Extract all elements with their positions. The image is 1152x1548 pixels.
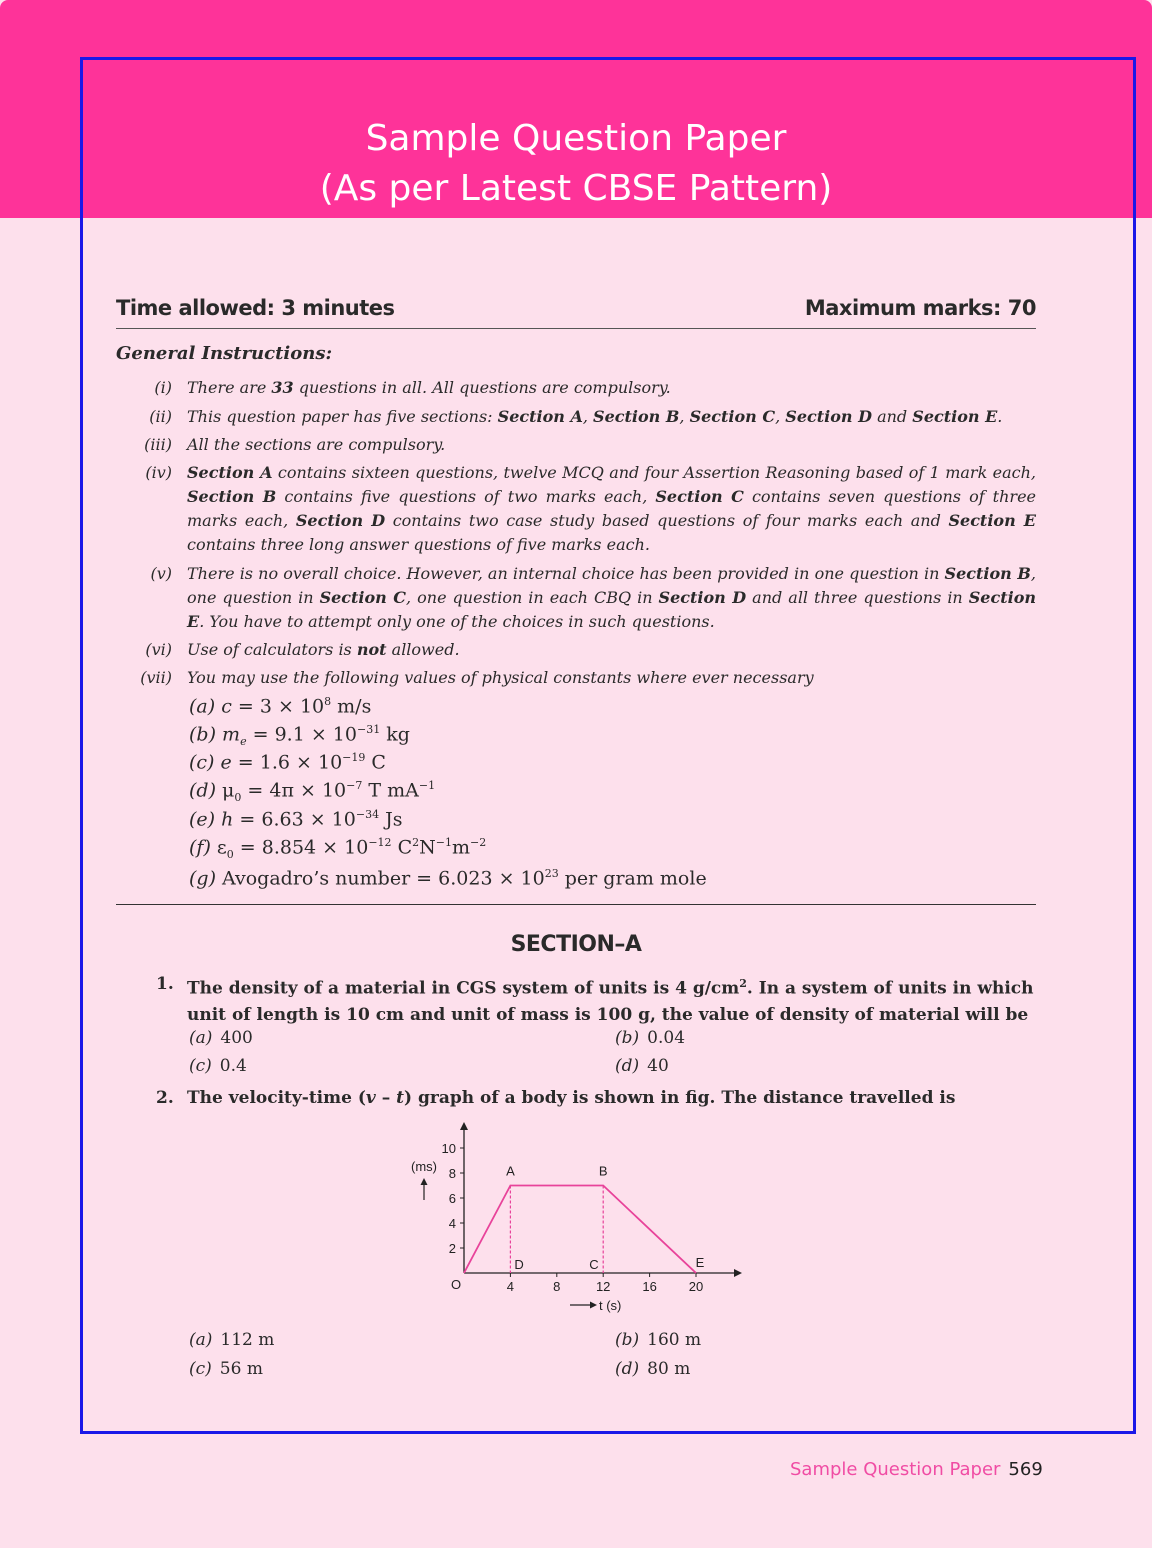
paper-title <box>0 114 1152 214</box>
point-label: B <box>598 1163 608 1179</box>
instruction-number: (v) <box>150 564 172 583</box>
constant-item: (d) $\mu_0 = 4\pi \times 10^{-7}$ T $mA^{-1}$ <box>189 779 436 805</box>
q2-option-b[interactable] <box>615 1330 701 1350</box>
exam-meta <box>116 296 1036 329</box>
option-label: (d) <box>615 1359 640 1379</box>
question-text: The velocity-time (v – t) graph of a body is shown in fig. The distance travelled is <box>187 1088 956 1108</box>
option-value: 0.4 <box>219 1056 247 1076</box>
option-value: 80 m <box>647 1359 691 1379</box>
time-allowed: Time allowed: 3 minutes <box>116 296 395 320</box>
option-label: (b) <box>615 1028 640 1048</box>
instruction-text: You may use the following values of physical constants where ever necessary <box>187 668 814 687</box>
instructions-heading: General Instructions: <box>116 343 333 364</box>
instruction-text: Use of calculators is not allowed. <box>187 640 460 659</box>
foot-label: C <box>589 1257 599 1272</box>
instruction-text: Section A contains sixteen questions, twelve MCQ and four Assertion Reasoning based of 1 mark each, Section B contains five questions of two marks each, Section C contains seven questions of three marks each, Section D contains two case study based questions of four marks each and Section E contains three long answer questions of five marks each. <box>187 463 1037 554</box>
q2-option-a[interactable] <box>189 1330 274 1350</box>
option-label: (a) <box>189 1330 213 1350</box>
option-value: 0.04 <box>647 1028 686 1048</box>
maximum-marks: Maximum marks: 70 <box>804 296 1036 320</box>
instruction-text: There is no overall choice. However, an internal choice has been provided in one question in Section B, one question in Section C, one question in each CBQ in Section D and all three questions in Section E. You have to attempt only one of the choices in such questions. <box>187 564 1036 631</box>
origin-label: O <box>450 1277 462 1292</box>
instruction-number: (vii) <box>140 668 172 687</box>
instruction-text: There are 33 questions in all. All questions are compulsory. <box>187 378 671 397</box>
y-axis-arrow <box>460 1122 468 1130</box>
y-label-arrowhead <box>421 1178 428 1185</box>
instruction-number: (iv) <box>145 463 172 482</box>
option-label: (d) <box>615 1056 640 1076</box>
velocity-time-graph <box>400 1118 760 1318</box>
page-footer <box>790 1459 1043 1480</box>
option-value: 112 m <box>220 1330 275 1350</box>
x-tick-label: 4 <box>506 1279 515 1294</box>
x-label-arrowhead <box>590 1302 597 1309</box>
option-label: (a) <box>189 1028 213 1048</box>
constant-item: (c) $e = 1.6 \times 10^{-19}$ C <box>189 751 386 774</box>
title-line-1: Sample Question Paper <box>365 118 787 159</box>
instruction-number: (iii) <box>144 435 172 454</box>
instruction-number: (i) <box>154 378 172 397</box>
x-axis-label: t (s) <box>599 1298 622 1313</box>
constant-item: (g) Avogadro’s number = $6.023 \times 10^{23}$ per gram mole <box>189 867 707 890</box>
y-tick-label: 8 <box>448 1166 456 1181</box>
instruction-text: All the sections are compulsory. <box>187 435 446 454</box>
option-label: (c) <box>189 1056 212 1076</box>
q1-option-a[interactable] <box>189 1028 253 1048</box>
constant-item: (a) $c = 3 \times 10^8$ m/s <box>189 695 372 718</box>
y-tick-label: 2 <box>448 1241 456 1256</box>
point-label: E <box>695 1255 705 1270</box>
page-number: 569 <box>1008 1459 1043 1480</box>
constant-item: (b) $m_e = 9.1 \times 10^{-31}$ kg <box>189 723 410 749</box>
constant-item: (f) $\varepsilon_0 = 8.854 \times 10^{-12}$ $C^2N^{-1}m^{-2}$ <box>189 836 487 862</box>
option-value: 400 <box>220 1028 253 1048</box>
divider <box>116 904 1036 905</box>
footer-label: Sample Question Paper <box>790 1459 1001 1480</box>
q1-option-c[interactable] <box>189 1056 247 1076</box>
foot-label: D <box>514 1257 524 1272</box>
x-tick-label: 20 <box>688 1279 704 1294</box>
title-line-2: (As per Latest CBSE Pattern) <box>319 168 833 209</box>
y-axis-label: (ms) <box>411 1159 437 1174</box>
q2-option-c[interactable] <box>189 1359 263 1379</box>
option-value: 40 <box>647 1056 669 1076</box>
option-value: 160 m <box>647 1330 702 1350</box>
x-tick-label: 16 <box>642 1279 657 1294</box>
constant-item: (e) $h = 6.63 \times 10^{-34}$ Js <box>189 808 403 831</box>
q2-option-d[interactable] <box>615 1359 690 1379</box>
q1-option-d[interactable] <box>615 1056 669 1076</box>
question-number: 1. <box>156 974 174 994</box>
x-tick-label: 12 <box>595 1279 611 1294</box>
y-tick-label: 10 <box>441 1141 456 1156</box>
series-line <box>464 1186 696 1274</box>
section-title: SECTION–A <box>510 932 642 957</box>
option-label: (c) <box>189 1359 212 1379</box>
instruction-number: (vi) <box>145 640 172 659</box>
y-tick-label: 6 <box>448 1191 456 1206</box>
question-number: 2. <box>156 1088 174 1108</box>
y-tick-label: 4 <box>448 1216 456 1231</box>
instruction-number: (ii) <box>149 407 172 426</box>
x-axis-arrow <box>734 1269 742 1277</box>
point-label: A <box>506 1163 515 1179</box>
q1-option-b[interactable] <box>615 1028 685 1048</box>
instruction-text: This question paper has five sections: Section A, Section B, Section C, Section D and Section E. <box>187 407 1003 426</box>
x-tick-label: 8 <box>553 1279 561 1294</box>
option-value: 56 m <box>219 1359 263 1379</box>
option-label: (b) <box>615 1330 640 1350</box>
question-text: The density of a material in CGS system of units is 4 $g/cm^2$. In a system of units in which unit of length is 10 cm and unit of mass is 100 g, the value of density of material will be <box>187 977 1034 1025</box>
